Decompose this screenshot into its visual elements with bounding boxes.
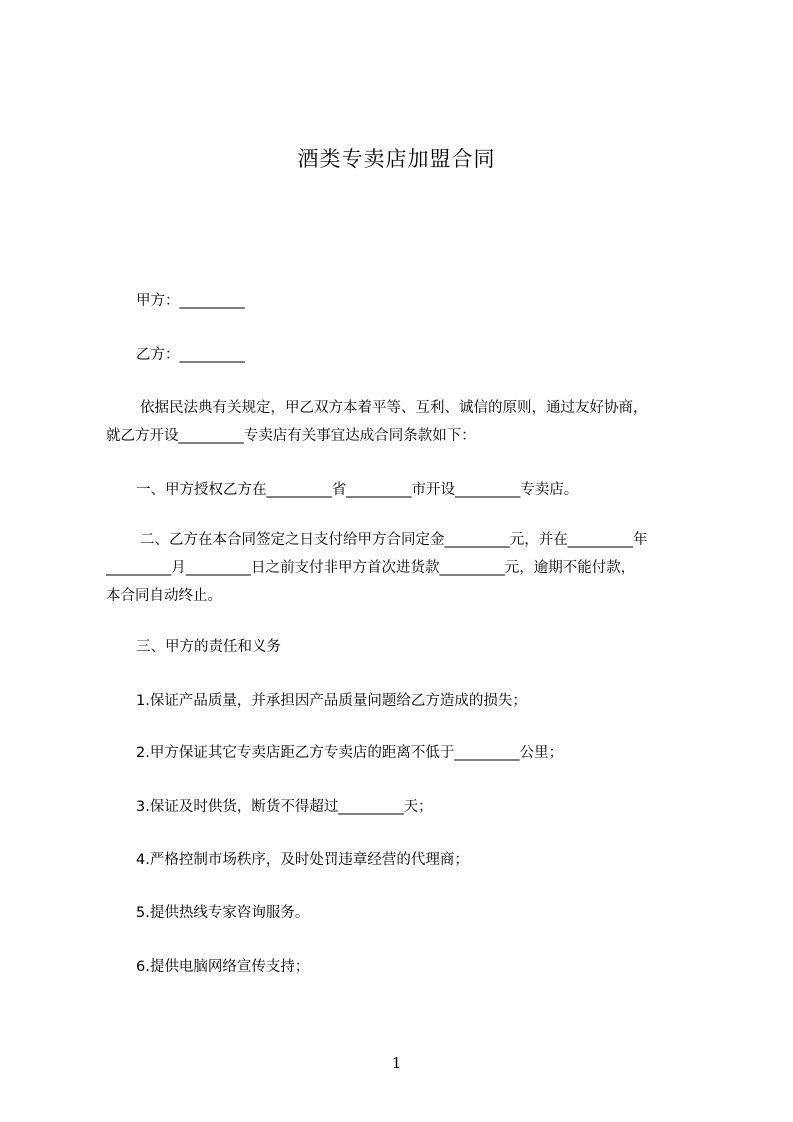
list-item: 3.保证及时供货，断货不得超过_________天； <box>136 799 433 815</box>
list-item: 2.甲方保证其它专卖店距乙方专卖店的距离不低于_________公里； <box>136 745 564 761</box>
clause-1: 一、甲方授权乙方在_________省_________市开设_________专卖店。 <box>136 482 579 498</box>
intro-line-2: 就乙方开设_________专卖店有关事宜达成合同条款如下： <box>106 428 476 444</box>
intro-paragraph <box>106 394 706 450</box>
document-title: 酒类专卖店加盟合同 <box>297 147 496 171</box>
list-item: 4.严格控制市场秩序，及时处罚违章经营的代理商； <box>136 852 469 868</box>
clause-2-paragraph <box>106 526 706 610</box>
list-item: 5.提供热线专家咨询服务。 <box>136 905 310 921</box>
list-item: 1.保证产品质量，并承担因产品质量问题给乙方造成的损失； <box>136 693 527 709</box>
page-number: 1 <box>391 1054 402 1072</box>
clause-2-line-2: _________月_________日之前支付非甲方首次进货款_________元，逾期不能付款， <box>106 560 636 576</box>
list-item: 6.提供电脑网络宣传支持； <box>136 959 310 975</box>
clause-3-heading: 三、甲方的责任和义务 <box>136 639 281 655</box>
clause-2-line-3: 本合同自动终止。 <box>106 588 222 604</box>
party-a-line: 甲方：_________ <box>136 293 245 309</box>
clause-2-line-1: 二、乙方在本合同签定之日支付给甲方合同定金_________元，并在_________年 <box>140 532 648 548</box>
party-b-line: 乙方：_________ <box>136 347 245 363</box>
intro-line-1: 依据民法典有关规定，甲乙双方本着平等、互利、诚信的原则，通过友好协商， <box>140 400 648 416</box>
